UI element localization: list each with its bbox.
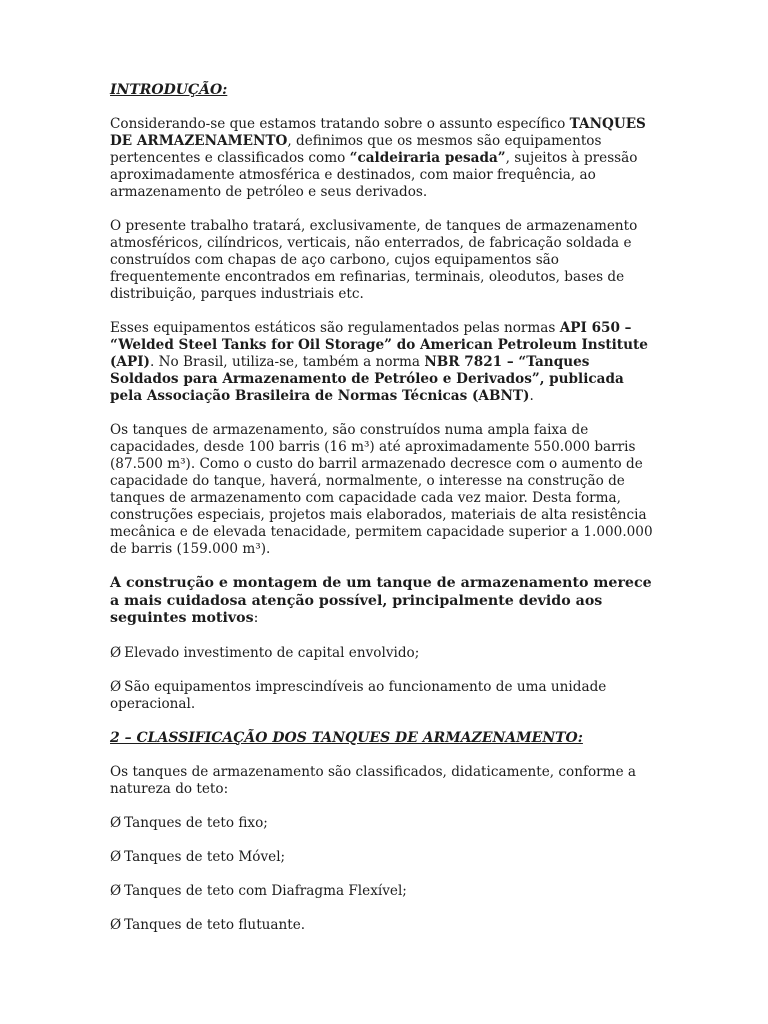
- classification-heading: 2 – CLASSIFICAÇÃO DOS TANQUES DE ARMAZENAMENTO:: [110, 729, 583, 746]
- classification-item: [110, 815, 656, 832]
- p5-colon: :: [253, 610, 259, 626]
- intro-paragraph-1: [110, 116, 656, 201]
- motive-text: Elevado investimento de capital envolvido;: [124, 644, 420, 661]
- p1-text-2: , definimos que os mesmos são equipamentos pertencentes e classificados como: [110, 133, 602, 166]
- p1-bold-1: TANQUES DE ARMAZENAMENTO: [110, 116, 646, 149]
- classification-item-text: Tanques de teto com Diafragma Flexível;: [124, 882, 407, 899]
- motive-item: [110, 679, 656, 713]
- bullet-icon: Ø: [110, 814, 122, 831]
- bullet-icon: Ø: [110, 848, 122, 865]
- intro-paragraph-5: [110, 575, 656, 628]
- p1-text-3: , sujeitos à pressão aproximadamente atmosférica e destinados, com maior frequência, ao armazenamento de petróleo e seus derivados.: [110, 150, 638, 200]
- p3-text-2: . No Brasil, utiliza-se, também a norma: [150, 354, 425, 370]
- p1-text-1: Considerando-se que estamos tratando sobre o assunto específico: [110, 116, 570, 132]
- intro-paragraph-4: Os tanques de armazenamento, são construídos numa ampla faixa de capacidades, desde 100 barris (16 m³) até aproximadamente 550.000 barris (87.500 m³). Como o custo do barril armazenado decresce com o aumento de capacidade do tanque, haverá, normalmente, o interesse na construção de tanques de armazenamento com capacidade cada vez maior. Desta forma, construções especiais, projetos mais elaborados, materiais de alta resistência mecânica e de elevada tenacidade, permitem capacidade superior a 1.000.000 de barris (159.000 m³).: [110, 422, 653, 557]
- p3-bold-2: NBR 7821 – “Tanques Soldados para Armazenamento de Petróleo e Derivados”, publicada pela Associação Brasileira de Normas Técnicas (ABNT): [110, 354, 624, 404]
- motive-text: São equipamentos imprescindíveis ao funcionamento de uma unidade operacional.: [110, 678, 607, 712]
- p3-text-3: .: [529, 388, 534, 404]
- intro-paragraph-3: [110, 320, 656, 405]
- bullet-icon: Ø: [110, 644, 122, 661]
- bullet-icon: Ø: [110, 916, 122, 933]
- classification-intro: Os tanques de armazenamento são classificados, didaticamente, conforme a natureza do teto:: [110, 763, 637, 797]
- classification-item: [110, 883, 656, 900]
- motive-item: [110, 645, 656, 662]
- p1-bold-2: “caldeiraria pesada”: [349, 150, 506, 166]
- intro-paragraph-2: O presente trabalho tratará, exclusivamente, de tanques de armazenamento atmosféricos, cilíndricos, verticais, não enterrados, de fabricação soldada e construídos com chapas de aço carbono, cujos equipamentos são frequentemente encontrados em refinarias, terminais, oleodutos, bases de distribuição, parques industriais etc.: [110, 218, 638, 302]
- p5-bold-text: A construção e montagem de um tanque de armazenamento merece a mais cuidadosa atenção possível, principalmente devido aos seguintes motivos: [110, 575, 652, 626]
- p3-bold-1: API 650 – “Welded Steel Tanks for Oil Storage” do American Petroleum Institute (API): [110, 320, 648, 370]
- bullet-icon: Ø: [110, 678, 122, 695]
- classification-item: [110, 849, 656, 866]
- classification-item: [110, 917, 656, 934]
- intro-heading: INTRODUÇÃO:: [110, 82, 228, 98]
- p3-text-1: Esses equipamentos estáticos são regulamentados pelas normas: [110, 320, 560, 336]
- classification-item-text: Tanques de teto flutuante.: [124, 916, 306, 933]
- classification-item-text: Tanques de teto fixo;: [124, 814, 268, 831]
- classification-item-text: Tanques de teto Móvel;: [124, 848, 286, 865]
- bullet-icon: Ø: [110, 882, 122, 899]
